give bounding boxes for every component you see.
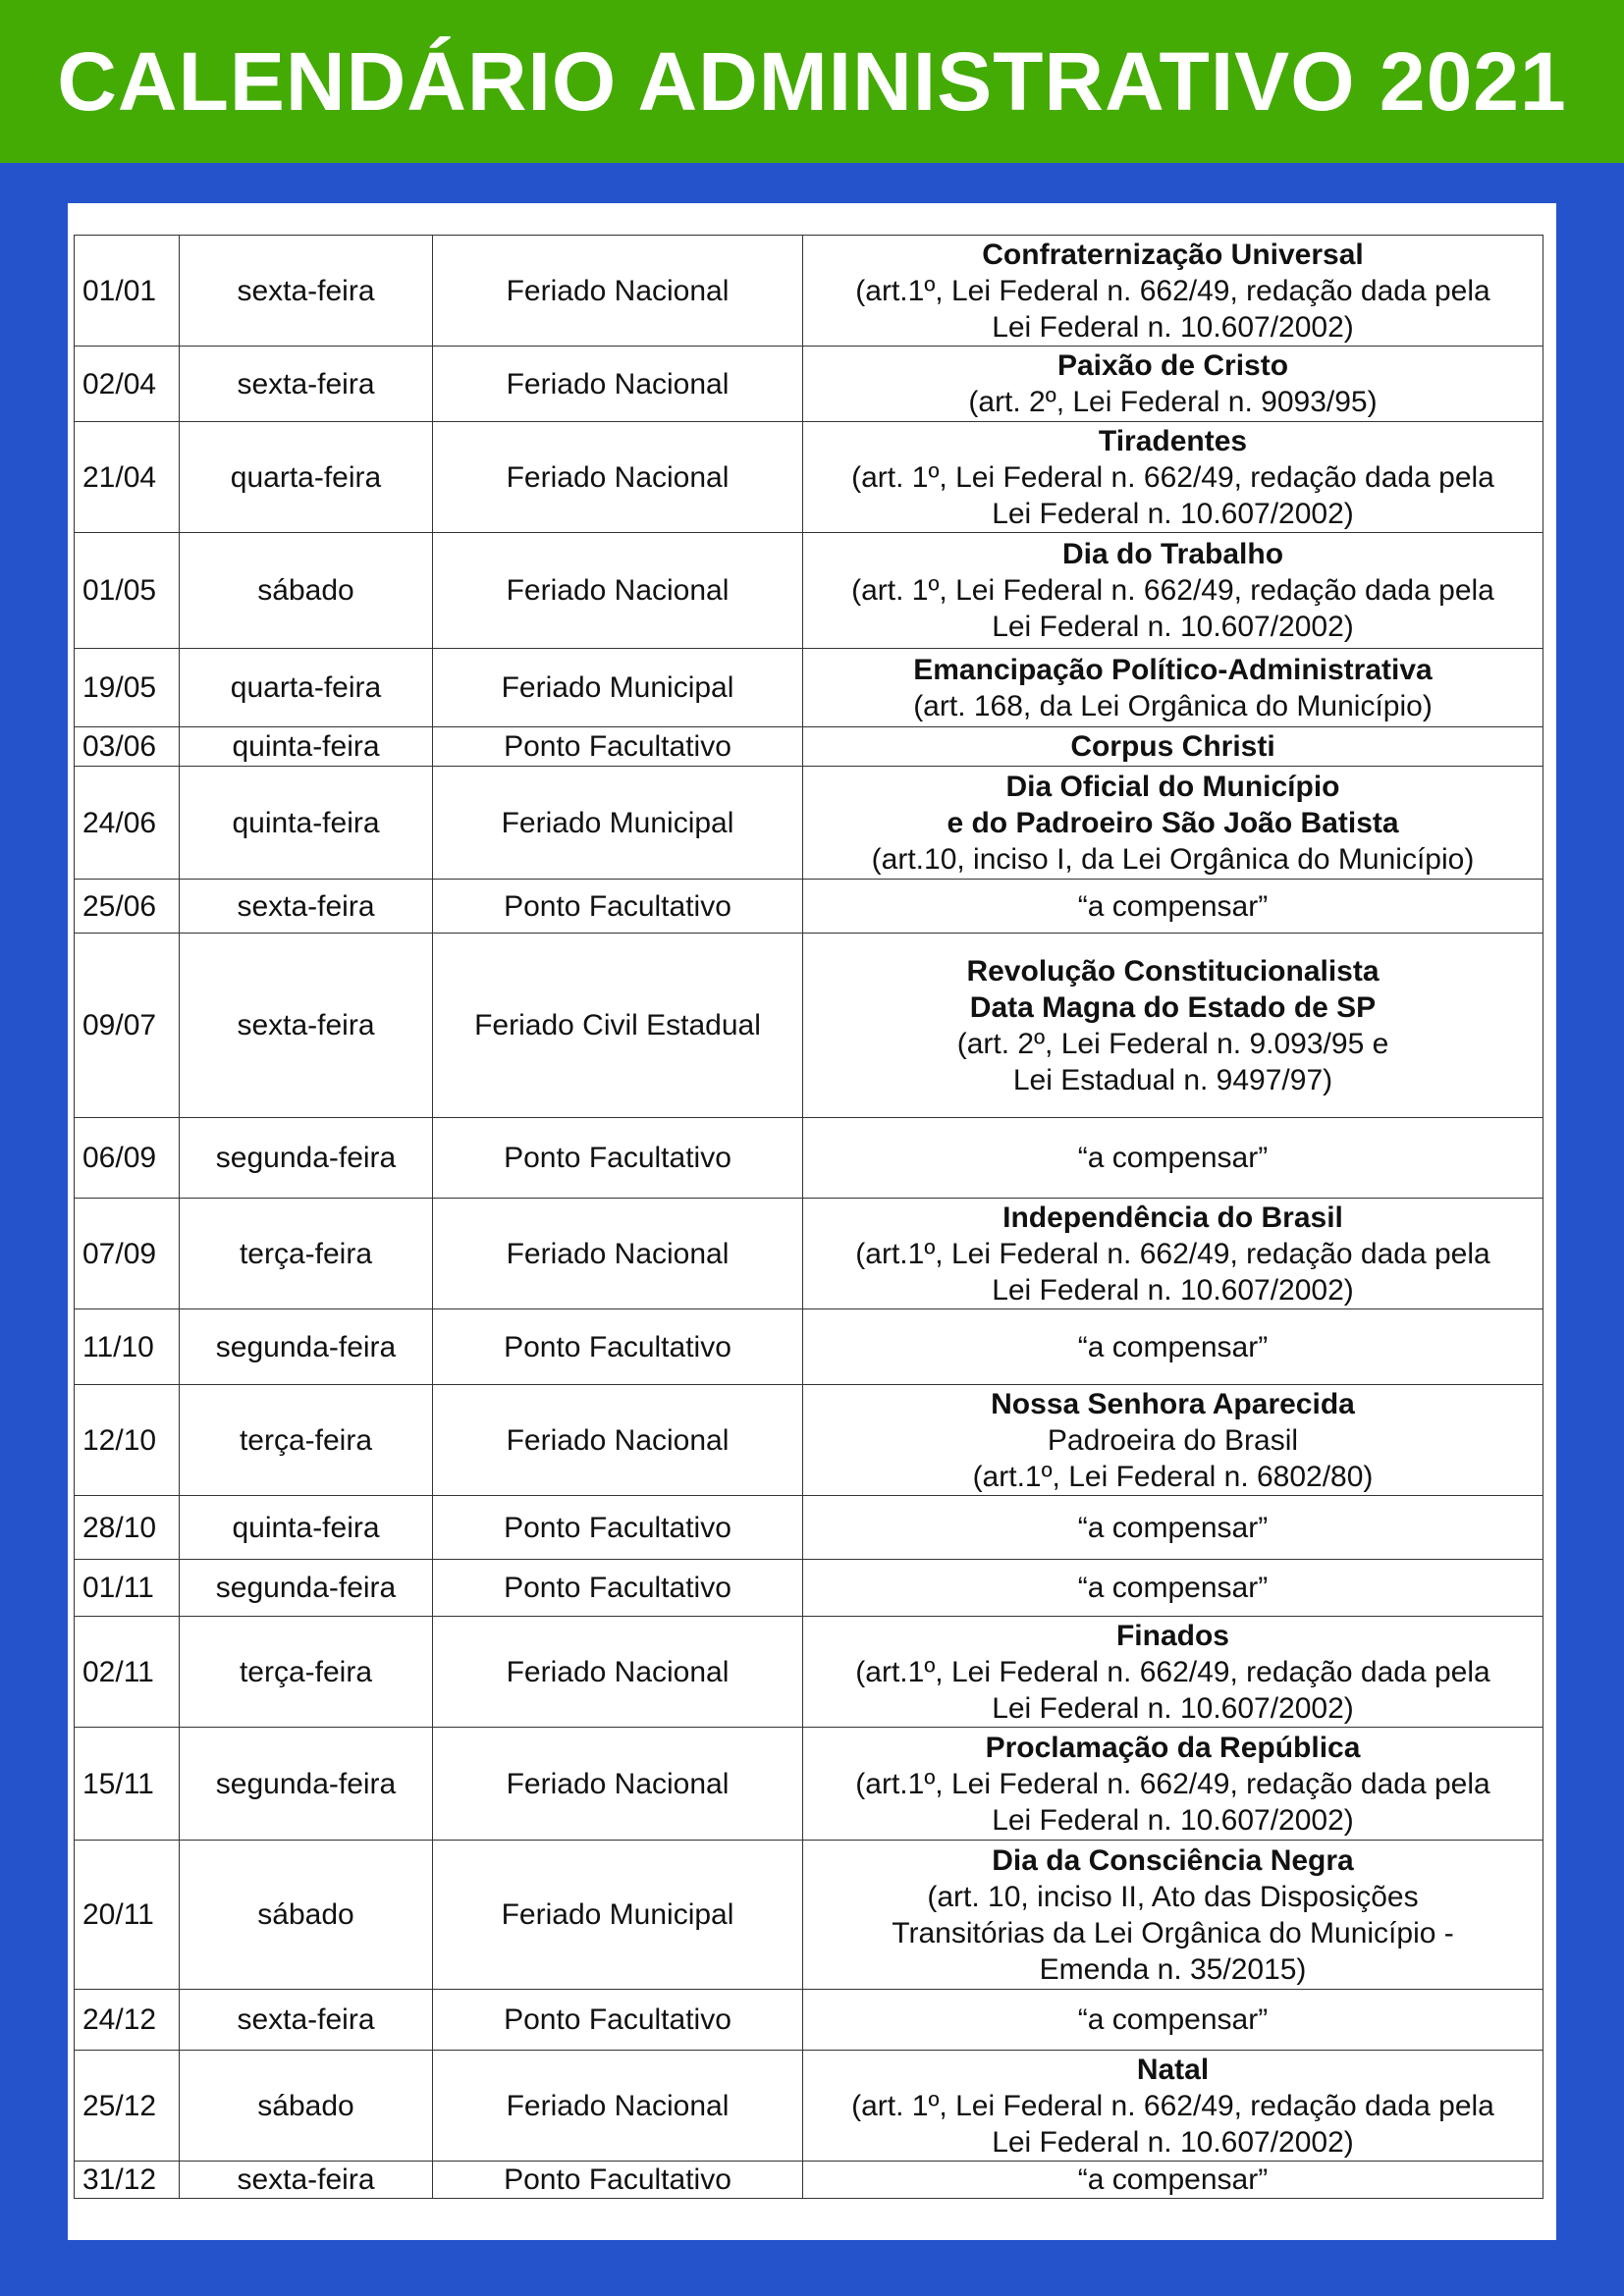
date-cell: 15/11 (75, 1728, 180, 1841)
weekday-cell: sexta-feira (180, 347, 433, 422)
table-row (75, 767, 1543, 880)
table-row (75, 1385, 1543, 1496)
holiday-title: Corpus Christi (1070, 730, 1275, 763)
holiday-title: Tiradentes (1098, 424, 1248, 457)
type-cell: Feriado Nacional (433, 1199, 803, 1309)
legal-reference-line: Lei Federal n. 10.607/2002) (992, 310, 1354, 344)
legal-reference-line: “a compensar” (1077, 2163, 1269, 2196)
holiday-title: Finados (1115, 1619, 1229, 1652)
description-cell (803, 934, 1543, 1118)
weekday-cell: terça-feira (180, 1199, 433, 1309)
type-cell: Ponto Facultativo (433, 1496, 803, 1560)
legal-reference-line: “a compensar” (1077, 1330, 1269, 1363)
date-cell: 25/06 (75, 880, 180, 934)
date-cell: 24/06 (75, 767, 180, 880)
legal-reference-line: Lei Estadual n. 9497/97) (1012, 1063, 1333, 1096)
holiday-title: Emancipação Político-Administrativa (913, 653, 1433, 686)
date-cell: 01/11 (75, 1560, 180, 1617)
table-row (75, 533, 1543, 649)
legal-reference-line: “a compensar” (1077, 1572, 1269, 1604)
holiday-title-line2: Data Magna do Estado de SP (969, 990, 1377, 1024)
weekday-cell: segunda-feira (180, 1118, 433, 1199)
legal-reference-line: (art.1º, Lei Federal n. 6802/80) (972, 1460, 1374, 1493)
description-cell (803, 1118, 1543, 1199)
table-row (75, 1841, 1543, 1990)
date-cell: 31/12 (75, 2162, 180, 2199)
holiday-title: Dia Oficial do Município (1005, 770, 1340, 803)
legal-reference-line: “a compensar” (1077, 2003, 1269, 2036)
legal-reference-line: (art.1º, Lei Federal n. 662/49, redação dada pela (855, 1655, 1490, 1688)
legal-reference-line: Lei Federal n. 10.607/2002) (992, 1803, 1354, 1837)
description-cell (803, 2051, 1543, 2162)
weekday-cell: sábado (180, 533, 433, 649)
date-cell: 09/07 (75, 934, 180, 1118)
type-cell: Ponto Facultativo (433, 880, 803, 934)
legal-reference-line: Padroeira do Brasil (1047, 1423, 1299, 1457)
table-row (75, 422, 1543, 533)
legal-reference-line: (art. 2º, Lei Federal n. 9093/95) (968, 386, 1378, 418)
weekday-cell: sexta-feira (180, 236, 433, 347)
calendar-table (74, 235, 1543, 2199)
table-row (75, 2051, 1543, 2162)
legal-reference-line: “a compensar” (1077, 889, 1269, 923)
date-cell: 24/12 (75, 1990, 180, 2051)
legal-reference-line: “a compensar” (1077, 1511, 1269, 1544)
table-row (75, 1990, 1543, 2051)
type-cell: Feriado Nacional (433, 533, 803, 649)
holiday-title: Paixão de Cristo (1056, 349, 1289, 382)
holiday-title: Natal (1136, 2053, 1210, 2086)
weekday-cell: quinta-feira (180, 1496, 433, 1560)
legal-reference-line: (art. 1º, Lei Federal n. 662/49, redação dada pela (851, 574, 1494, 607)
calendar-table-body (75, 236, 1543, 2199)
date-cell: 07/09 (75, 1199, 180, 1309)
type-cell: Ponto Facultativo (433, 1309, 803, 1385)
calendar-panel (68, 203, 1556, 2240)
description-cell (803, 533, 1543, 649)
table-row (75, 1309, 1543, 1385)
description-cell (803, 1560, 1543, 1617)
date-cell: 03/06 (75, 727, 180, 767)
description-cell (803, 1841, 1543, 1990)
description-cell (803, 1617, 1543, 1728)
type-cell: Feriado Nacional (433, 347, 803, 422)
holiday-title: Dia da Consciência Negra (992, 1843, 1354, 1877)
description-cell (803, 767, 1543, 880)
holiday-title: Dia do Trabalho (1061, 538, 1284, 570)
description-cell (803, 649, 1543, 727)
legal-reference-line: Lei Federal n. 10.607/2002) (992, 497, 1354, 530)
table-row (75, 1728, 1543, 1841)
weekday-cell: terça-feira (180, 1385, 433, 1496)
table-row (75, 2162, 1543, 2199)
weekday-cell: sexta-feira (180, 934, 433, 1118)
date-cell: 19/05 (75, 649, 180, 727)
description-cell (803, 1728, 1543, 1841)
holiday-title: Nossa Senhora Aparecida (991, 1387, 1355, 1420)
description-cell (803, 1385, 1543, 1496)
description-cell (803, 1496, 1543, 1560)
description-cell (803, 236, 1543, 347)
description-cell (803, 347, 1543, 422)
weekday-cell: segunda-feira (180, 1728, 433, 1841)
table-row (75, 1199, 1543, 1309)
type-cell: Feriado Civil Estadual (433, 934, 803, 1118)
legal-reference-line: Emenda n. 35/2015) (1039, 1952, 1307, 1986)
date-cell: 01/05 (75, 533, 180, 649)
holiday-title: Independência do Brasil (1002, 1201, 1343, 1234)
legal-reference-line: “a compensar” (1077, 1142, 1269, 1174)
page-title: CALENDÁRIO ADMINISTRATIVO 2021 (57, 34, 1567, 128)
type-cell: Feriado Nacional (433, 2051, 803, 2162)
weekday-cell: segunda-feira (180, 1309, 433, 1385)
date-cell: 06/09 (75, 1118, 180, 1199)
weekday-cell: quinta-feira (180, 727, 433, 767)
description-cell (803, 422, 1543, 533)
type-cell: Feriado Nacional (433, 422, 803, 533)
legal-reference-line: (art. 168, da Lei Orgânica do Município) (913, 689, 1433, 722)
table-row (75, 1560, 1543, 1617)
table-row (75, 347, 1543, 422)
type-cell: Ponto Facultativo (433, 727, 803, 767)
weekday-cell: quarta-feira (180, 422, 433, 533)
holiday-title: Revolução Constitucionalista (966, 954, 1380, 988)
type-cell: Ponto Facultativo (433, 1990, 803, 2051)
table-row (75, 880, 1543, 934)
holiday-title: Proclamação da República (985, 1731, 1361, 1764)
date-cell: 21/04 (75, 422, 180, 533)
legal-reference-line: (art.10, inciso I, da Lei Orgânica do Município) (871, 842, 1475, 876)
type-cell: Ponto Facultativo (433, 1118, 803, 1199)
type-cell: Feriado Nacional (433, 1385, 803, 1496)
holiday-title: Confraternização Universal (982, 238, 1364, 271)
date-cell: 01/01 (75, 236, 180, 347)
table-row (75, 934, 1543, 1118)
legal-reference-line: Lei Federal n. 10.607/2002) (992, 1691, 1354, 1725)
legal-reference-line: (art.1º, Lei Federal n. 662/49, redação dada pela (855, 1767, 1490, 1800)
type-cell: Feriado Municipal (433, 1841, 803, 1990)
date-cell: 11/10 (75, 1309, 180, 1385)
legal-reference-line: (art. 2º, Lei Federal n. 9.093/95 e (956, 1027, 1389, 1060)
description-cell (803, 880, 1543, 934)
description-cell (803, 1990, 1543, 2051)
weekday-cell: segunda-feira (180, 1560, 433, 1617)
weekday-cell: sábado (180, 1841, 433, 1990)
date-cell: 25/12 (75, 2051, 180, 2162)
header-banner (0, 0, 1624, 163)
legal-reference-line: (art. 10, inciso II, Ato das Disposições (927, 1880, 1419, 1913)
type-cell: Feriado Municipal (433, 649, 803, 727)
description-cell (803, 2162, 1543, 2199)
weekday-cell: quarta-feira (180, 649, 433, 727)
legal-reference-line: Lei Federal n. 10.607/2002) (992, 2125, 1354, 2159)
weekday-cell: sábado (180, 2051, 433, 2162)
date-cell: 12/10 (75, 1385, 180, 1496)
type-cell: Ponto Facultativo (433, 2162, 803, 2199)
type-cell: Ponto Facultativo (433, 1560, 803, 1617)
holiday-title-line2: e do Padroeiro São João Batista (947, 806, 1399, 839)
legal-reference-line: Lei Federal n. 10.607/2002) (992, 611, 1354, 643)
type-cell: Feriado Nacional (433, 1617, 803, 1728)
weekday-cell: quinta-feira (180, 767, 433, 880)
date-cell: 02/11 (75, 1617, 180, 1728)
table-row (75, 236, 1543, 347)
date-cell: 20/11 (75, 1841, 180, 1990)
description-cell (803, 1309, 1543, 1385)
legal-reference-line: (art.1º, Lei Federal n. 662/49, redação dada pela (855, 274, 1490, 307)
description-cell (803, 1199, 1543, 1309)
legal-reference-line: Lei Federal n. 10.607/2002) (992, 1273, 1354, 1307)
weekday-cell: terça-feira (180, 1617, 433, 1728)
legal-reference-line: Transitórias da Lei Orgânica do Município - (892, 1916, 1454, 1949)
date-cell: 28/10 (75, 1496, 180, 1560)
legal-reference-line: (art. 1º, Lei Federal n. 662/49, redação dada pela (851, 460, 1494, 494)
legal-reference-line: (art. 1º, Lei Federal n. 662/49, redação dada pela (851, 2089, 1494, 2122)
table-row (75, 1118, 1543, 1199)
weekday-cell: sexta-feira (180, 2162, 433, 2199)
type-cell: Feriado Municipal (433, 767, 803, 880)
table-row (75, 727, 1543, 767)
description-cell (803, 727, 1543, 767)
type-cell: Feriado Nacional (433, 1728, 803, 1841)
date-cell: 02/04 (75, 347, 180, 422)
table-row (75, 649, 1543, 727)
type-cell: Feriado Nacional (433, 236, 803, 347)
weekday-cell: sexta-feira (180, 880, 433, 934)
legal-reference-line: (art.1º, Lei Federal n. 662/49, redação dada pela (855, 1237, 1490, 1270)
table-row (75, 1617, 1543, 1728)
table-row (75, 1496, 1543, 1560)
weekday-cell: sexta-feira (180, 1990, 433, 2051)
